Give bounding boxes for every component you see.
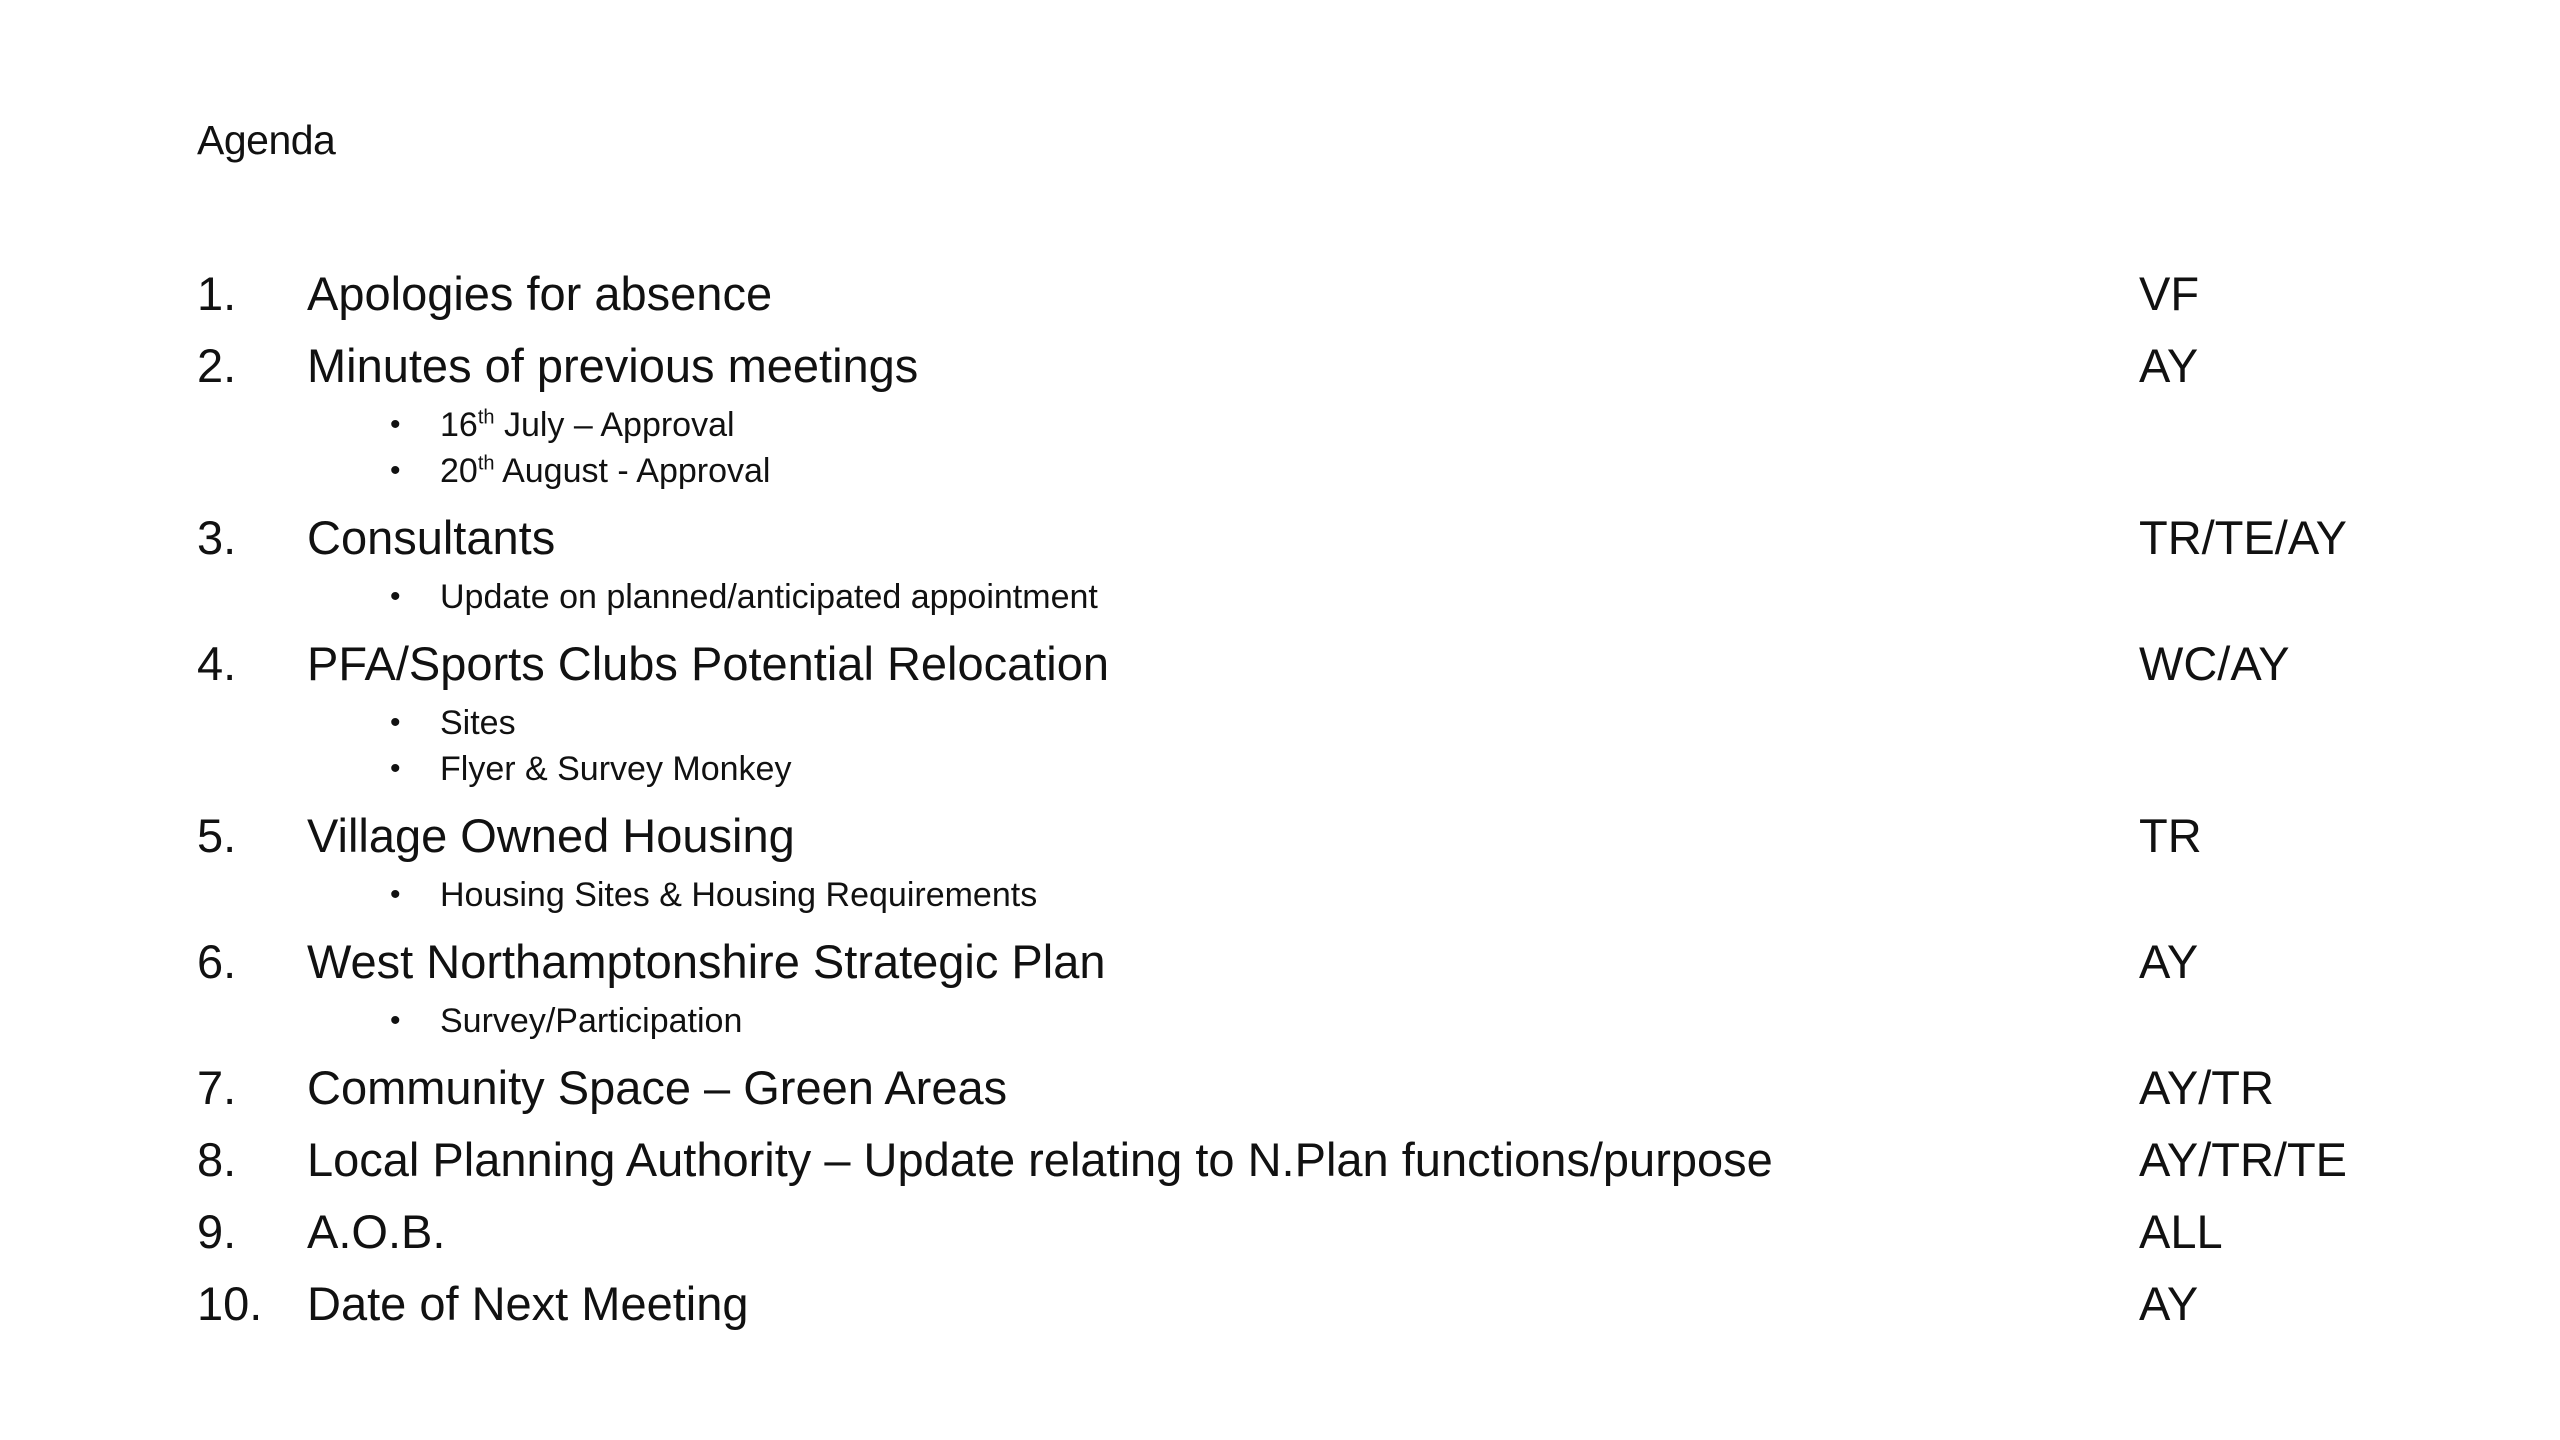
- item-title: Date of Next Meeting: [307, 1277, 749, 1330]
- agenda-item: [197, 1196, 2427, 1268]
- sub-item: [197, 998, 2427, 1044]
- agenda-item: [197, 926, 2427, 998]
- item-owner: AY: [2139, 1277, 2199, 1330]
- item-title: PFA/Sports Clubs Potential Relocation: [307, 637, 1110, 690]
- item-owner: AY: [2139, 339, 2199, 392]
- item-number: 8.: [197, 1133, 237, 1186]
- item-title: A.O.B.: [307, 1205, 446, 1258]
- bullet-icon: •: [390, 408, 401, 441]
- bullet-icon: •: [390, 878, 401, 911]
- agenda-item: [197, 800, 2427, 872]
- agenda-item: [197, 628, 2427, 700]
- item-number: 6.: [197, 935, 237, 988]
- sub-item: [197, 574, 2427, 620]
- sub-item-list: [197, 998, 2427, 1044]
- item-owner: AY/TR/TE: [2139, 1133, 2348, 1186]
- bullet-icon: •: [390, 580, 401, 613]
- sub-item-text: Survey/Participation: [440, 1002, 743, 1040]
- sub-item: [197, 746, 2427, 792]
- item-number: 2.: [197, 339, 237, 392]
- sub-item-text: Update on planned/anticipated appointment: [440, 578, 1098, 616]
- item-owner: TR: [2139, 809, 2202, 862]
- agenda-item: [197, 1052, 2427, 1124]
- item-number: 4.: [197, 637, 237, 690]
- sub-item-list: [197, 402, 2427, 494]
- item-number: 3.: [197, 511, 237, 564]
- item-owner: ALL: [2139, 1205, 2223, 1258]
- agenda-item: [197, 330, 2427, 402]
- agenda-heading: Agenda: [197, 117, 336, 163]
- sub-item-text: Housing Sites & Housing Requirements: [440, 876, 1038, 914]
- sub-item: [197, 448, 2427, 494]
- sub-item-text: Flyer & Survey Monkey: [440, 750, 792, 788]
- agenda-item: [197, 1268, 2427, 1340]
- item-title: Apologies for absence: [307, 267, 773, 320]
- item-owner: WC/AY: [2139, 637, 2290, 690]
- item-title: West Northamptonshire Strategic Plan: [307, 935, 1106, 988]
- item-number: 10.: [197, 1277, 263, 1330]
- item-number: 1.: [197, 267, 237, 320]
- agenda-item: [197, 502, 2427, 574]
- item-title: Minutes of previous meetings: [307, 339, 919, 392]
- sub-item: [197, 872, 2427, 918]
- sub-item-text: 16th July – Approval: [440, 406, 735, 444]
- item-owner: VF: [2139, 267, 2200, 320]
- sub-item-text: Sites: [440, 704, 516, 742]
- agenda-item: [197, 258, 2427, 330]
- bullet-icon: •: [390, 706, 401, 739]
- bullet-icon: •: [390, 454, 401, 487]
- sub-item-text: 20th August - Approval: [440, 452, 771, 490]
- sub-item-list: [197, 574, 2427, 620]
- bullet-icon: •: [390, 1004, 401, 1037]
- item-number: 9.: [197, 1205, 237, 1258]
- agenda-list: [197, 258, 2427, 1340]
- item-title: Local Planning Authority – Update relating to N.Plan functions/purpose: [307, 1133, 1773, 1186]
- item-title: Consultants: [307, 511, 556, 564]
- sub-item-list: [197, 700, 2427, 792]
- item-owner: AY: [2139, 935, 2199, 988]
- item-number: 7.: [197, 1061, 237, 1114]
- sub-item: [197, 402, 2427, 448]
- bullet-icon: •: [390, 752, 401, 785]
- item-title: Community Space – Green Areas: [307, 1061, 1008, 1114]
- sub-item: [197, 700, 2427, 746]
- agenda-item: [197, 1124, 2427, 1196]
- item-title: Village Owned Housing: [307, 809, 795, 862]
- item-number: 5.: [197, 809, 237, 862]
- item-owner: AY/TR: [2139, 1061, 2274, 1114]
- sub-item-list: [197, 872, 2427, 918]
- item-owner: TR/TE/AY: [2139, 511, 2348, 564]
